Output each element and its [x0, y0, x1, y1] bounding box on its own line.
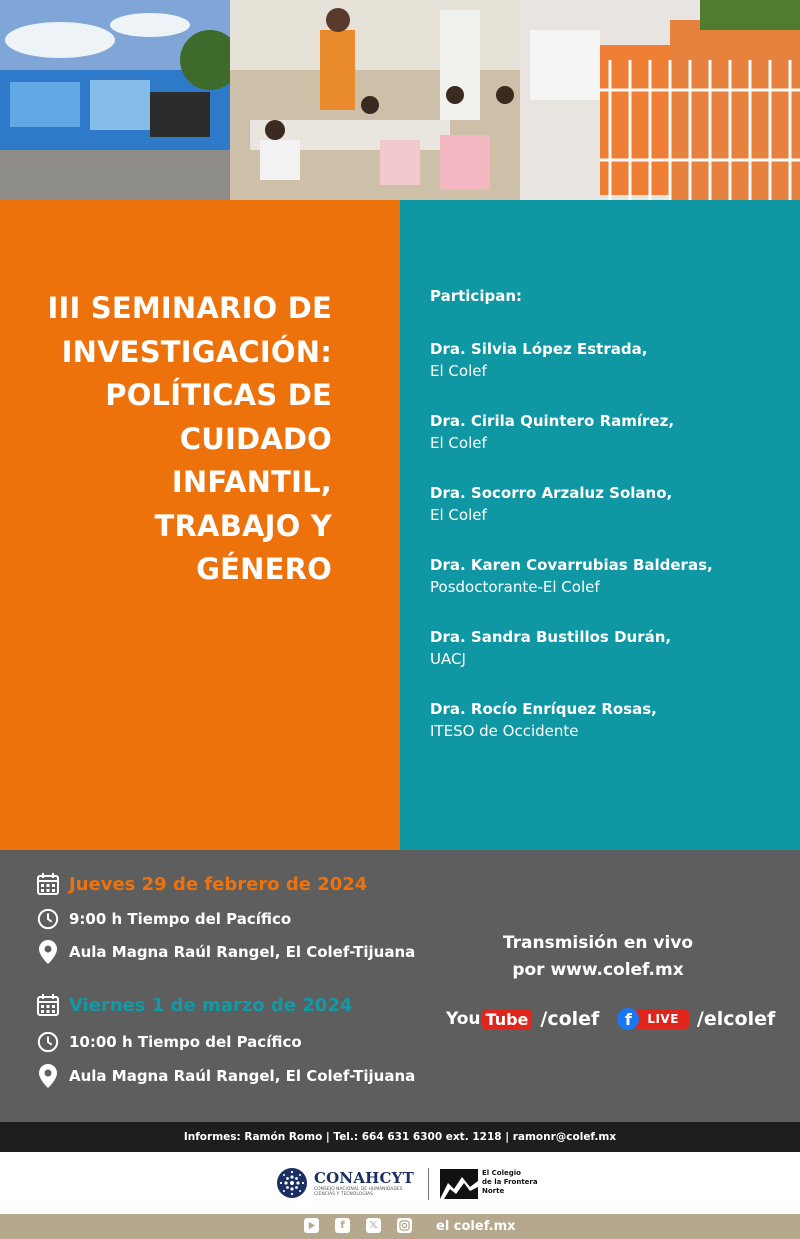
participant-institution: ITESO de Occidente [430, 722, 579, 740]
title-line: POLÍTICAS DE [105, 378, 332, 412]
instagram-icon[interactable] [397, 1218, 412, 1233]
participant-item [430, 338, 790, 410]
colef-mark-icon [440, 1169, 478, 1199]
session-time: 10:00 h Tiempo del Pacífico [69, 1033, 302, 1051]
participant-name: Dra. Cirila Quintero Ramírez, [430, 412, 675, 430]
session-2-time-row [36, 1030, 302, 1054]
participant-institution: El Colef [430, 506, 487, 524]
seminar-title [12, 287, 332, 592]
participant-institution: UACJ [430, 650, 466, 668]
session-2-place-row [36, 1064, 415, 1088]
footer-social-icons [304, 1218, 428, 1233]
title-line: INFANTIL, [171, 465, 332, 499]
session-time: 9:00 h Tiempo del Pacífico [69, 910, 292, 928]
contact-bar: Informes: Ramón Romo | Tel.: 664 631 6300 ext. 1218 | ramonr@colef.mx [0, 1122, 800, 1152]
participants-list [430, 338, 790, 770]
website-link[interactable]: el colef.mx [436, 1219, 516, 1234]
calendar-icon [36, 872, 60, 896]
event-details-panel [0, 850, 800, 1122]
stream-line: Transmisión en vivo [502, 933, 694, 953]
title-line: INVESTIGACIÓN: [61, 334, 332, 369]
session-1-date-row [36, 872, 367, 896]
session-1-time-row [36, 907, 291, 931]
participant-institution: El Colef [430, 362, 487, 380]
logo-divider [428, 1168, 429, 1200]
participant-institution: El Colef [430, 434, 487, 452]
colef-logo [440, 1169, 542, 1199]
participant-item [430, 554, 790, 626]
youtube-icon[interactable] [304, 1218, 319, 1233]
youtube-tube-text: Tube [482, 1009, 533, 1030]
session-date: Viernes 1 de marzo de 2024 [69, 994, 353, 1016]
session-date: Jueves 29 de febrero de 2024 [69, 873, 368, 895]
session-place: Aula Magna Raúl Rangel, El Colef-Tijuana [69, 1067, 416, 1085]
calendar-icon [36, 993, 60, 1017]
colef-line: de la Frontera [482, 1178, 538, 1186]
participants-heading: Participan: [430, 287, 522, 305]
participant-item [430, 698, 790, 770]
facebook-icon: f [617, 1008, 639, 1030]
participant-name: Dra. Rocío Enríquez Rosas, [430, 700, 657, 718]
session-2-date-row [36, 993, 352, 1017]
participant-name: Dra. Socorro Arzaluz Solano, [430, 484, 673, 502]
stream-url[interactable]: por www.colef.mx [512, 960, 684, 980]
header-photo-collage [0, 0, 800, 200]
colef-line: El Colegio [482, 1169, 521, 1177]
youtube-you-text: You [446, 1009, 481, 1029]
conahcyt-logo [276, 1167, 424, 1199]
clock-icon [36, 1030, 60, 1054]
title-panel [0, 200, 400, 850]
youtube-logo-icon[interactable] [446, 1009, 532, 1030]
colef-line: Norte [482, 1187, 505, 1195]
facebook-handle[interactable]: /elcolef [696, 1008, 776, 1030]
location-pin-icon [36, 940, 60, 964]
title-line: III SEMINARIO DE [47, 291, 332, 325]
clock-icon [36, 907, 60, 931]
conahcyt-subtitle: CONSEJO NACIONAL DE HUMANIDADES CIENCIAS Y TECNOLOGÍAS [314, 1186, 403, 1197]
participant-item [430, 482, 790, 554]
streaming-info [498, 930, 698, 984]
title-line: GÉNERO [196, 552, 332, 586]
youtube-handle[interactable]: /colef [540, 1008, 600, 1030]
facebook-live-logo[interactable] [617, 1008, 689, 1030]
participant-name: Dra. Silvia López Estrada, [430, 340, 648, 358]
participant-item [430, 626, 790, 698]
location-pin-icon [36, 1064, 60, 1088]
footer-bar [0, 1214, 800, 1239]
participant-name: Dra. Karen Covarrubias Balderas, [430, 556, 713, 574]
logo-bar [0, 1152, 800, 1214]
live-badge: LIVE [635, 1009, 689, 1029]
conahcyt-mark-icon [276, 1167, 308, 1199]
conahcyt-name: CONAHCYT [314, 1168, 414, 1187]
participant-item [430, 410, 790, 482]
session-place: Aula Magna Raúl Rangel, El Colef-Tijuana [69, 943, 416, 961]
social-streams [446, 1008, 775, 1030]
facebook-icon[interactable]: f [335, 1218, 350, 1233]
x-icon[interactable]: 𝕏 [366, 1218, 381, 1233]
participants-panel [400, 200, 800, 850]
session-1-place-row [36, 940, 415, 964]
participant-institution: Posdoctorante-El Colef [430, 578, 600, 596]
title-line: CUIDADO [179, 421, 332, 456]
title-line: TRABAJO Y [154, 508, 332, 543]
participant-name: Dra. Sandra Bustillos Durán, [430, 628, 672, 646]
